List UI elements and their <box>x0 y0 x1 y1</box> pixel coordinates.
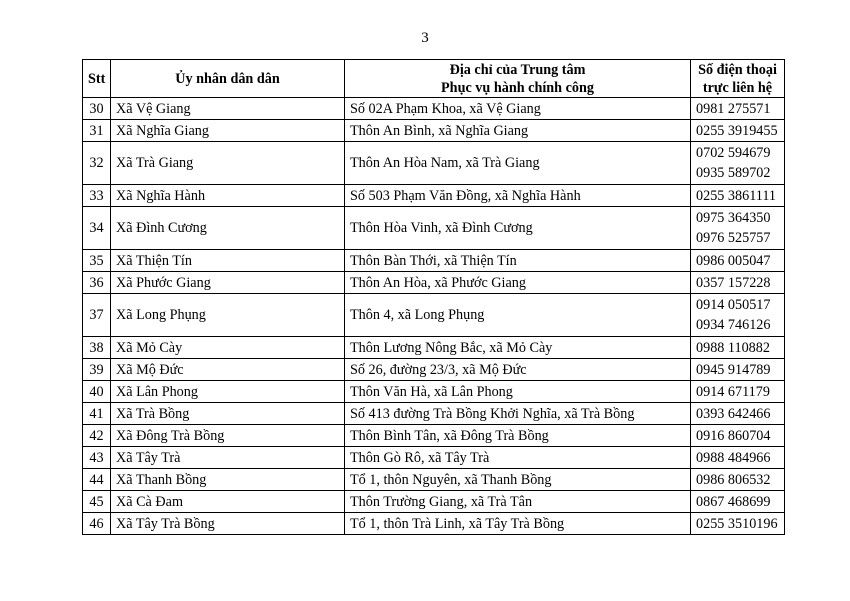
phone-number: 0988 110882 <box>696 339 770 356</box>
row-stt: 38 <box>83 337 111 359</box>
contact-table <box>82 59 785 535</box>
row-address: Số 503 Phạm Văn Đồng, xã Nghĩa Hành <box>345 185 691 207</box>
row-address: Số 02A Phạm Khoa, xã Vệ Giang <box>345 98 691 120</box>
row-phone <box>691 403 785 425</box>
header-unit: Ủy nhân dân dân <box>111 60 345 98</box>
row-unit-name: Xã Thanh Bồng <box>111 469 345 491</box>
row-phone <box>691 142 785 185</box>
row-address: Thôn Trường Giang, xã Trà Tân <box>345 491 691 513</box>
phone-number: 0393 642466 <box>696 405 771 422</box>
row-unit-name: Xã Tây Trà <box>111 447 345 469</box>
header-address-line2: Phục vụ hành chính công <box>441 79 594 96</box>
table-row <box>83 425 785 447</box>
row-phone <box>691 381 785 403</box>
row-phone <box>691 513 785 535</box>
row-unit-name: Xã Mỏ Cày <box>111 337 345 359</box>
row-unit-name: Xã Đông Trà Bồng <box>111 425 345 447</box>
phone-number: 0916 860704 <box>696 427 771 444</box>
row-stt: 46 <box>83 513 111 535</box>
phone-number: 0988 484966 <box>696 449 771 466</box>
row-address: Số 26, đường 23/3, xã Mộ Đức <box>345 359 691 381</box>
header-phone-line2: trực liên hệ <box>702 79 773 96</box>
table-row <box>83 469 785 491</box>
table-row <box>83 207 785 250</box>
row-address: Thôn An Hòa Nam, xã Trà Giang <box>345 142 691 185</box>
row-address: Thôn An Hòa, xã Phước Giang <box>345 272 691 294</box>
header-phone-line1: Số điện thoại <box>698 61 777 78</box>
table-body <box>83 98 785 535</box>
phone-number: 0986 806532 <box>696 471 771 488</box>
table-header-row <box>83 60 785 98</box>
row-unit-name: Xã Lân Phong <box>111 381 345 403</box>
row-phone <box>691 98 785 120</box>
row-address: Thôn Văn Hà, xã Lân Phong <box>345 381 691 403</box>
header-stt: Stt <box>83 60 111 98</box>
row-address: Thôn Bình Tân, xã Đông Trà Bồng <box>345 425 691 447</box>
row-stt: 33 <box>83 185 111 207</box>
phone-number: 0914 050517 <box>696 297 771 313</box>
row-phone <box>691 207 785 250</box>
row-stt: 32 <box>83 142 111 185</box>
phone-number: 0255 3510196 <box>696 515 778 532</box>
row-address: Tổ 1, thôn Trà Linh, xã Tây Trà Bồng <box>345 513 691 535</box>
row-unit-name: Xã Long Phụng <box>111 294 345 337</box>
phone-number: 0867 468699 <box>696 493 771 510</box>
table-row <box>83 250 785 272</box>
row-unit-name: Xã Nghĩa Giang <box>111 120 345 142</box>
row-address: Thôn Lương Nông Bắc, xã Mỏ Cày <box>345 337 691 359</box>
row-unit-name: Xã Tây Trà Bồng <box>111 513 345 535</box>
row-unit-name: Xã Mộ Đức <box>111 359 345 381</box>
header-phone <box>691 60 785 98</box>
table-row <box>83 337 785 359</box>
row-stt: 43 <box>83 447 111 469</box>
table-row <box>83 120 785 142</box>
row-phone <box>691 185 785 207</box>
row-unit-name: Xã Thiện Tín <box>111 250 345 272</box>
table-row <box>83 272 785 294</box>
row-unit-name: Xã Vệ Giang <box>111 98 345 120</box>
row-unit-name: Xã Phước Giang <box>111 272 345 294</box>
phone-number: 0934 746126 <box>696 317 771 333</box>
row-phone <box>691 469 785 491</box>
table-row <box>83 381 785 403</box>
row-unit-name: Xã Nghĩa Hành <box>111 185 345 207</box>
table-row <box>83 513 785 535</box>
row-stt: 42 <box>83 425 111 447</box>
row-stt: 39 <box>83 359 111 381</box>
row-phone <box>691 359 785 381</box>
row-phone <box>691 250 785 272</box>
phone-number: 0255 3861111 <box>696 187 776 204</box>
phone-number: 0935 589702 <box>696 165 771 181</box>
table-row <box>83 403 785 425</box>
row-stt: 35 <box>83 250 111 272</box>
row-stt: 37 <box>83 294 111 337</box>
row-stt: 40 <box>83 381 111 403</box>
header-address <box>345 60 691 98</box>
row-phone <box>691 491 785 513</box>
table-row <box>83 491 785 513</box>
table-row <box>83 185 785 207</box>
row-phone <box>691 294 785 337</box>
phone-number: 0914 671179 <box>696 383 770 400</box>
row-unit-name: Xã Cà Đam <box>111 491 345 513</box>
row-phone <box>691 337 785 359</box>
phone-number: 0976 525757 <box>696 230 771 246</box>
phone-number: 0981 275571 <box>696 100 771 117</box>
table-row <box>83 294 785 337</box>
row-address: Số 413 đường Trà Bồng Khởi Nghĩa, xã Trà Bồng <box>345 403 691 425</box>
row-stt: 31 <box>83 120 111 142</box>
phone-number: 0357 157228 <box>696 274 771 291</box>
table-row <box>83 98 785 120</box>
row-address: Tổ 1, thôn Nguyên, xã Thanh Bồng <box>345 469 691 491</box>
row-unit-name: Xã Trà Giang <box>111 142 345 185</box>
row-stt: 30 <box>83 98 111 120</box>
table-row <box>83 142 785 185</box>
row-stt: 44 <box>83 469 111 491</box>
table-row <box>83 447 785 469</box>
row-unit-name: Xã Đình Cương <box>111 207 345 250</box>
phone-number: 0255 3919455 <box>696 122 778 139</box>
row-stt: 45 <box>83 491 111 513</box>
row-address: Thôn Hòa Vinh, xã Đình Cương <box>345 207 691 250</box>
row-phone <box>691 272 785 294</box>
phone-number: 0945 914789 <box>696 361 771 378</box>
row-address: Thôn 4, xã Long Phụng <box>345 294 691 337</box>
row-address: Thôn Gò Rô, xã Tây Trà <box>345 447 691 469</box>
phone-number: 0986 005047 <box>696 252 771 269</box>
row-stt: 41 <box>83 403 111 425</box>
row-phone <box>691 120 785 142</box>
page-number: 3 <box>421 30 429 46</box>
phone-number: 0702 594679 <box>696 145 771 161</box>
row-phone <box>691 425 785 447</box>
row-address: Thôn An Bình, xã Nghĩa Giang <box>345 120 691 142</box>
row-unit-name: Xã Trà Bồng <box>111 403 345 425</box>
row-stt: 34 <box>83 207 111 250</box>
header-address-line1: Địa chỉ của Trung tâm <box>449 61 586 78</box>
row-stt: 36 <box>83 272 111 294</box>
table-row <box>83 359 785 381</box>
phone-number: 0975 364350 <box>696 210 771 226</box>
row-phone <box>691 447 785 469</box>
row-address: Thôn Bàn Thới, xã Thiện Tín <box>345 250 691 272</box>
